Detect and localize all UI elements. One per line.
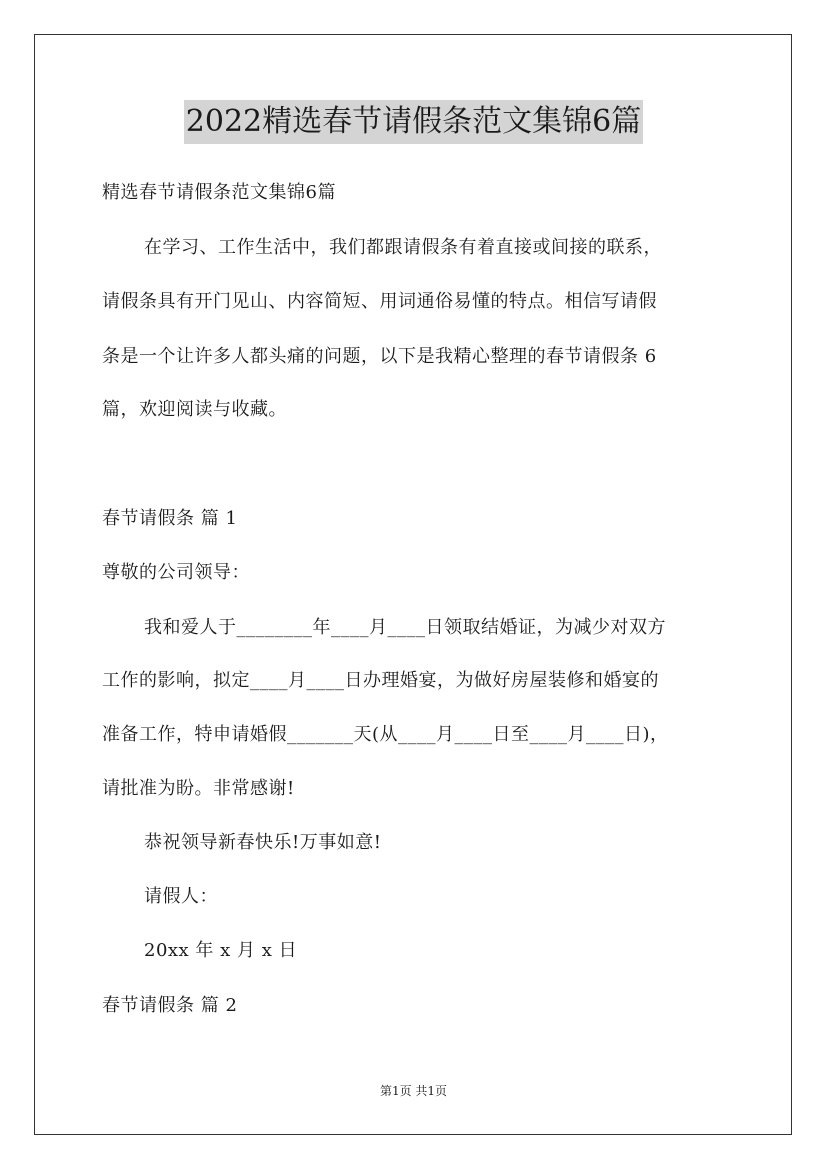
intro-line-4: 篇，欢迎阅读与收藏。: [102, 399, 287, 420]
title-container: [0, 100, 827, 144]
signature-label: 请假人：: [144, 886, 218, 907]
body-line-2: 工作的影响，拟定____月____日办理婚宴，为做好房屋装修和婚宴的: [102, 670, 659, 691]
document-subtitle: 精选春节请假条范文集锦6篇: [102, 182, 336, 203]
intro-line-1: 在学习、工作生活中，我们都跟请假条有着直接或间接的联系，: [144, 237, 662, 258]
body-line-4: 请批准为盼。非常感谢!: [102, 778, 295, 799]
section-2-heading: 春节请假条 篇 2: [102, 995, 238, 1016]
section-1-heading: 春节请假条 篇 1: [102, 508, 238, 529]
body-line-1: 我和爱人于________年____月____日领取结婚证，为减少对双方: [144, 617, 666, 638]
salutation: 尊敬的公司领导：: [102, 562, 250, 583]
intro-line-3: 条是一个让许多人都头痛的问题，以下是我精心整理的春节请假条 6: [102, 346, 657, 367]
page-footer: 第1页 共1页: [379, 1084, 448, 1098]
body-line-3: 准备工作，特申请婚假_______天(从____月____日至____月____日)，: [102, 724, 669, 745]
greeting: 恭祝领导新春快乐!万事如意!: [144, 832, 382, 853]
date: 20xx 年 x 月 x 日: [144, 940, 298, 961]
intro-line-2: 请假条具有开门见山、内容简短、用词通俗易懂的特点。相信写请假: [102, 291, 657, 312]
document-title: 2022精选春节请假条范文集锦6篇: [184, 100, 643, 144]
